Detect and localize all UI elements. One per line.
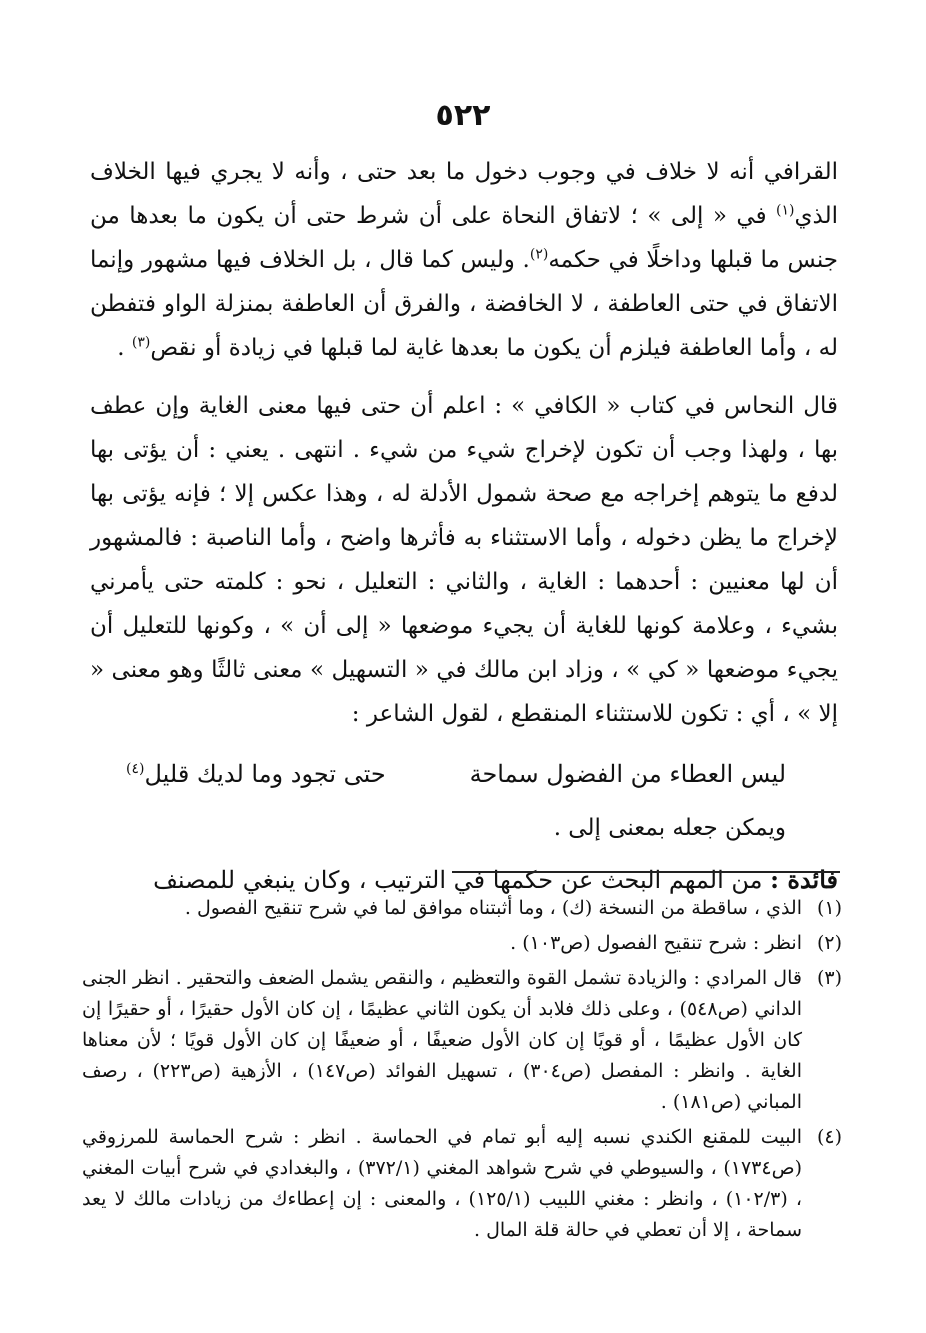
- footnote: [82, 1122, 842, 1246]
- footnote-number: (١): [816, 897, 842, 919]
- footnote-text: البيت للمقنع الكندي نسبه إليه أبو تمام في الحماسة . انظر : شرح الحماسة للمرزوقي (ص١٧٣٤) ، والسيوطي في شرح شواهد المغني (٣٧٢/١) ، والبغدادي في شرح أبيات المغني ، (١٠٢/٣) ، وانظر : مغني اللبيب (١٢٥/١) ، والمعنى : إن إعطاءك من زيادات مالك لا يعد سماحة ، إلا أن تعطي في حالة قلة المال .: [82, 1126, 802, 1241]
- text-run: . وليس كما قال ، بل الخلاف فيها مشهور وإنما الاتفاق في حتى العاطفة ، لا الخافضة ، والفرق أن العاطفة بمنزلة الواو فتفطن له ، وأما العاطفة فيلزم أن يكون ما بعدها غاية لما قبلها في زيادة أو نقص: [90, 247, 838, 361]
- verse-hemistich: ليس العطاء من الفضول سماحة: [469, 760, 786, 788]
- footnote-number: (٢): [816, 932, 842, 954]
- poetry-verse: [126, 752, 786, 796]
- footnote-ref[interactable]: (٢): [529, 246, 549, 263]
- footnote: [82, 963, 842, 1118]
- paragraph: قال النحاس في كتاب « الكافي » : اعلم أن حتى فيها معنى الغاية وإن عطف بها ، ولهذا وجب أن تكون لإخراج شيء من شيء . انتهى . يعني : أن يؤتى بها لدفع ما يتوهم إخراجه مع صحة شمول الأدلة له ، وهذا عكس إلا ؛ فإنه يؤتى بها لإخراج ما يظن دخوله ، وأما الاستثناء به فأثرها واضح ، وأما الناصبة : فالمشهور أن لها معنيين : أحدهما : الغاية ، والثاني : التعليل ، نحو : كلمته حتى يأمرني بشيء ، وعلامة كونها للغاية أن يجيء موضعها « إلى أن » ، وكونها للتعليل أن يجيء موضعها « كي » ، وزاد ابن مالك في « التسهيل » معنى ثالثًا وهو معنى « إلا » ، أي : تكون للاستثناء المنقطع ، لقول الشاعر :: [90, 393, 838, 727]
- benefit-label: فائدة :: [770, 865, 838, 894]
- footnote-ref[interactable]: (٣): [131, 334, 151, 351]
- verse-text: حتى تجود وما لديك قليل: [144, 760, 386, 788]
- footnote-text: انظر : شرح تنقيح الفصول (ص١٠٣) .: [510, 932, 802, 954]
- footnote-text: قال المرادي : والزيادة تشمل القوة والتعظيم ، والنقص يشمل الضعف والتحقير . انظر الجنى الداني (ص٥٤٨) ، وعلى ذلك فلابد أن يكون الثاني عظيمًا ، إن كان الأول حقيرًا ، أو حقيرًا إن كان الأول عظيمًا ، أو قويًا إن كان الأول ضعيفًا ، أو ضعيفًا إن كان الأول قويًا ؛ لأن معناها الغاية . وانظر : المفصل (ص٣٠٤) ، تسهيل الفوائد (ص١٤٧) ، الأزهية (ص٢٢٣) ، رصف المباني (ص١٨١) .: [82, 967, 803, 1113]
- paragraph: ويمكن جعله بمعنى إلى .: [553, 815, 786, 841]
- footnote-ref[interactable]: (١): [776, 202, 795, 219]
- footnote-number: (٤): [816, 1126, 842, 1148]
- footnote: [82, 893, 842, 924]
- verse-hemistich-second: [126, 752, 386, 796]
- footnotes: [82, 893, 842, 1250]
- main-text: [90, 150, 838, 902]
- page-number: ٥٢٢: [435, 98, 491, 133]
- text-run: في « إلى » ؛ لاتفاق النحاة على أن شرط حتى أن يكون ما بعدها من جنس ما قبلها وداخلًا في حكمه: [90, 203, 839, 273]
- footnote-number: (٣): [816, 967, 842, 989]
- footnote-text: الذي ، ساقطة من النسخة (ك) ، وما أثبتناه موافق لما في شرح تنقيح الفصول .: [184, 897, 802, 919]
- text-run: القرافي أنه لا خلاف في وجوب دخول ما بعد حتى ، وأنه لا يجري فيها الخلاف الذي: [90, 159, 838, 229]
- paragraph: [90, 150, 838, 370]
- text-run: .: [117, 335, 132, 361]
- footnote: [82, 928, 842, 959]
- footnote-ref[interactable]: (٤): [126, 761, 145, 777]
- footnote-separator: [452, 871, 840, 873]
- benefit-text: من المهم البحث عن حكمها في الترتيب ، وكان ينبغي للمصنف: [153, 866, 771, 894]
